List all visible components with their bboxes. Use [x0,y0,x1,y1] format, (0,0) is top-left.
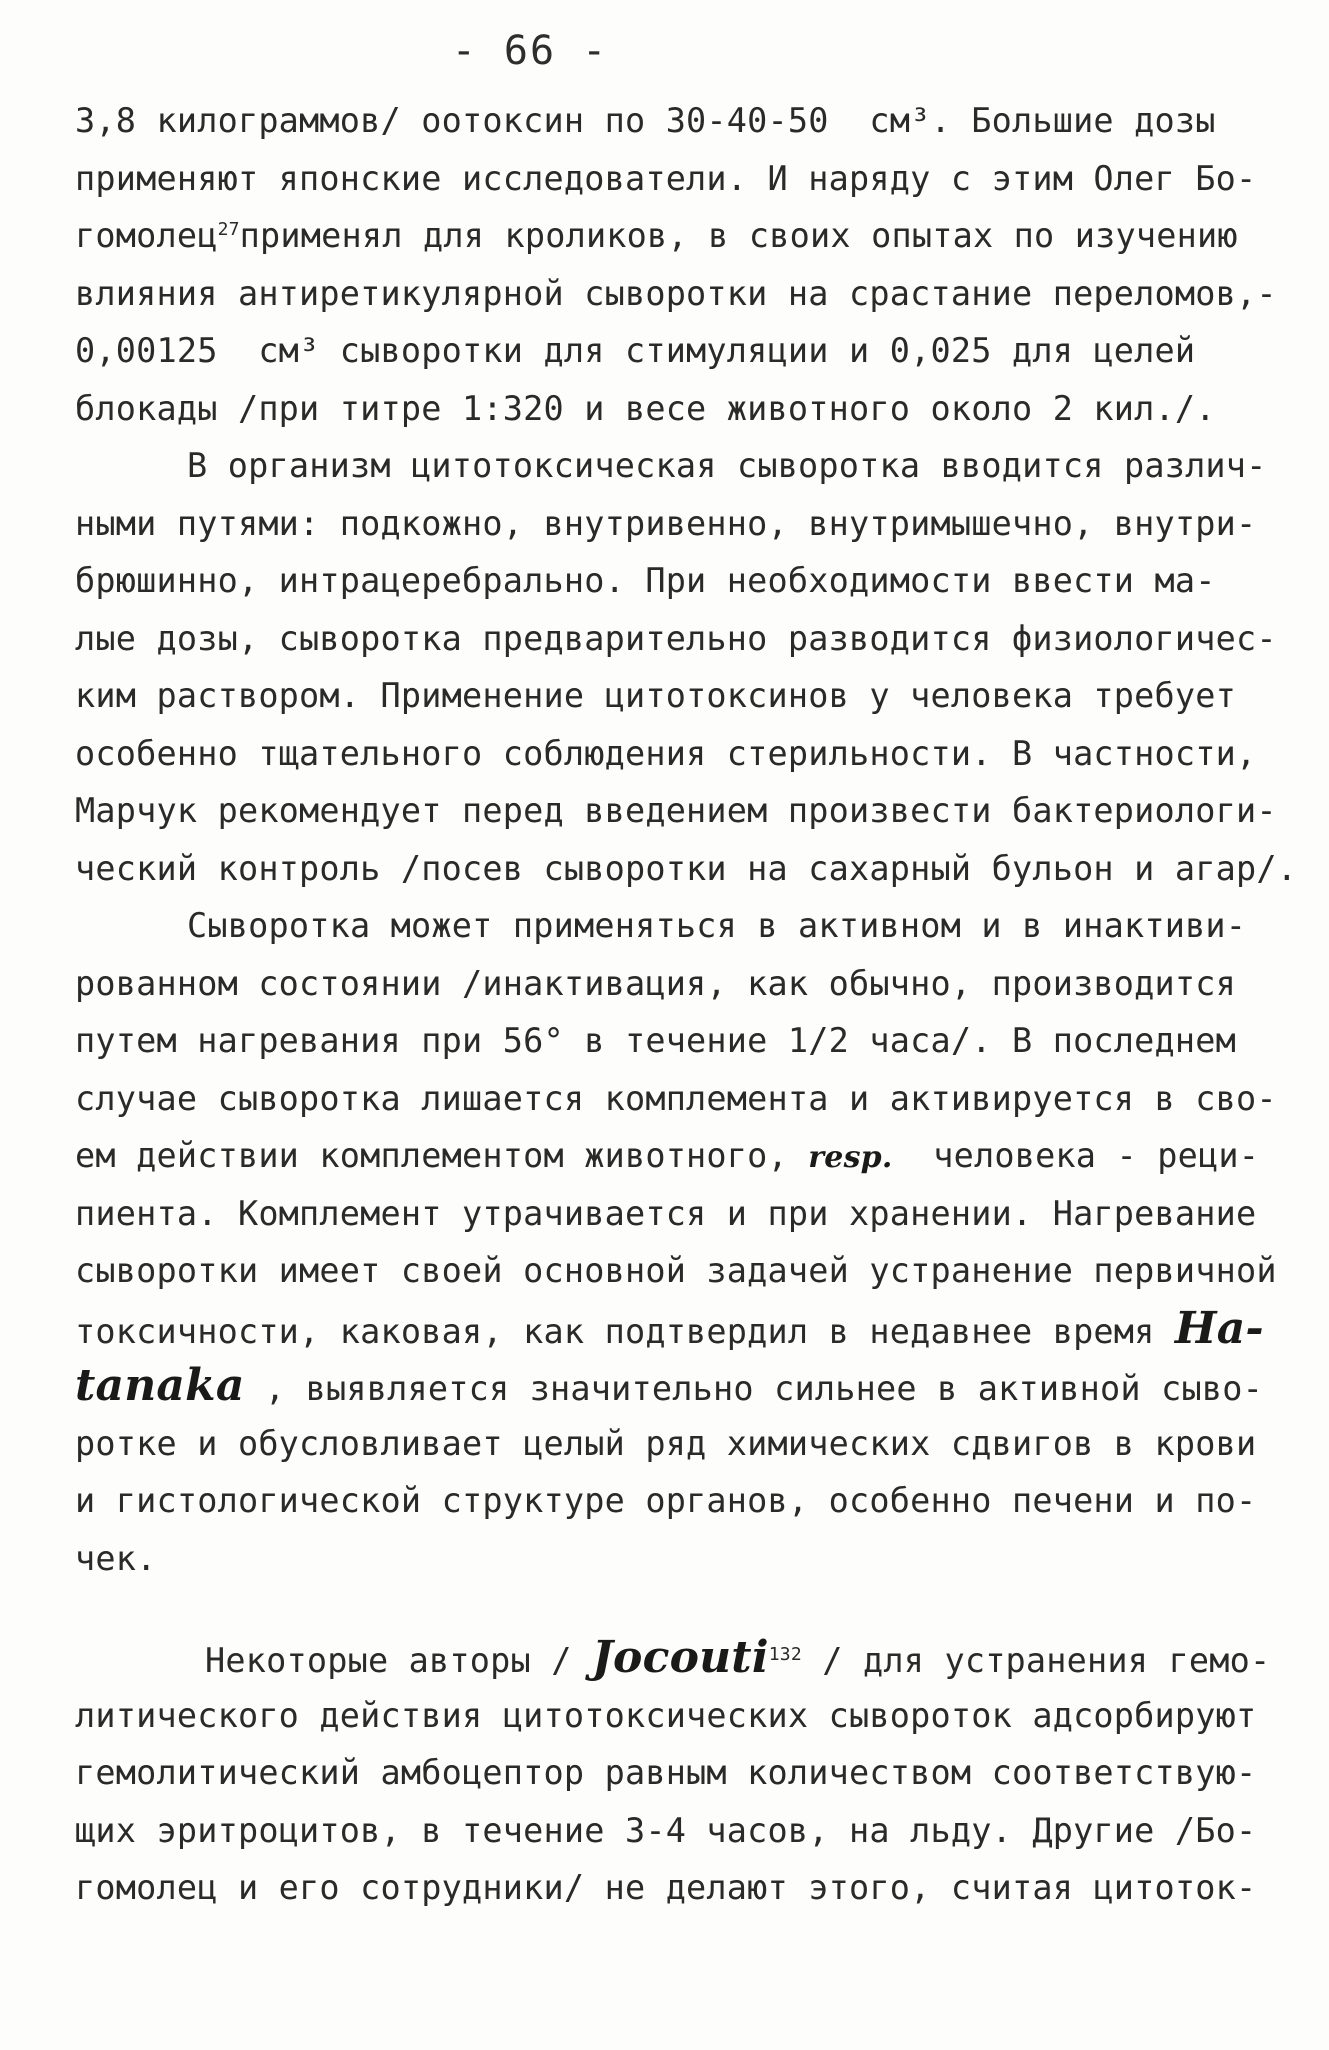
text-line: ротке и обусловливает целый ряд химических сдвигов в крови [75,1423,1257,1463]
text-line [75,1300,1275,1358]
text-line: литического действия цитотоксических сывороток адсорбируют [75,1695,1257,1735]
text-line: лые дозы, сыворотка предварительно разводится физиологичес- [75,618,1277,658]
text-line: влияния антиретикулярной сыворотки на срастание переломов,- [75,273,1277,313]
text-line [75,1127,1275,1185]
paragraph-start-line: В организм цитотоксическая сыворотка вводится различ- [187,446,1267,485]
text-line [75,207,1275,265]
text-segment: ем действии комплементом животного, [75,1136,809,1175]
text-line [75,1357,1275,1415]
text-line: щих эритроцитов, в течение 3-4 часов, на льду. Другие /Бо- [75,1810,1257,1850]
paragraph-start-line [75,1629,1275,1687]
text-line: рованном состоянии /инактивация, как обычно, производится [75,963,1237,1003]
text-line: чек. [75,1538,157,1578]
text-line: применяют японские исследователи. И наряду с этим Олег Бо- [75,158,1257,198]
text-segment: гомолец [75,216,218,255]
paragraph-start-line: Сыворотка может применяться в активном и в инактиви- [187,906,1247,945]
text-line: Марчук рекомендует перед введением произвести бактериологи- [75,791,1277,830]
body-text [75,92,1298,1917]
text-segment: , выявляется значительно сильнее в активной сыво- [244,1369,1263,1408]
page-number: - 66 - [451,28,609,74]
footnote-ref: 132 [768,1643,802,1665]
text-segment: токсичности, каковая, как подтвердил в недавнее время [75,1311,1175,1351]
text-line: особенно тщательного соблюдения стерильности. В частности, [75,733,1257,773]
text-segment: / для устранения гемо- [801,1641,1271,1680]
text-line: ческий контроль /посев сыворотки на сахарный бульон и агар/. [75,848,1298,888]
handwritten-insert: resp. [808,1140,893,1175]
text-line: 3,8 килограммов/ оотоксин по 30-40-50 см³. Большие дозы [75,101,1216,140]
text-line: блокады /при титре 1:320 и весе животного около 2 кил./. [75,388,1216,428]
text-line: сыворотки имеет своей основной задачей устранение первичной [75,1251,1277,1290]
text-line: ким раствором. Применение цитотоксинов у человека требует [75,676,1237,715]
handwritten-insert: Ha- [1174,1302,1264,1354]
text-line: и гистологической структуре органов, особенно печени и по- [75,1481,1257,1520]
paragraph-gap [75,1587,1275,1629]
handwritten-insert: Jocouti [592,1632,769,1683]
text-line: 0,00125 см³ сыворотки для стимуляции и 0,025 для целей [75,331,1196,370]
footnote-ref: 27 [217,218,240,240]
text-line: ными путями: подкожно, внутривенно, внутримышечно, внутри- [75,503,1257,543]
text-line: гемолитический амбоцептор равным количеством соответствую- [75,1753,1257,1792]
text-segment: человека - реци- [892,1136,1260,1175]
text-line: путем нагревания при 56° в течение 1/2 часа/. В последнем [75,1021,1237,1060]
handwritten-insert: tanaka [75,1360,245,1411]
text-segment: Некоторые авторы / [205,1641,593,1680]
text-line: случае сыворотка лишается комплемента и активируется в сво- [75,1078,1277,1118]
text-line: брюшинно, интрацеребрально. При необходимости ввести ма- [75,561,1216,600]
text-line: пиента. Комплемент утрачивается и при хранении. Нагревание [75,1193,1257,1233]
text-line: гомолец и его сотрудники/ не делают этого, считая цитоток- [75,1868,1257,1907]
text-segment: применял для кроликов, в своих опытах по изучению [239,216,1238,255]
